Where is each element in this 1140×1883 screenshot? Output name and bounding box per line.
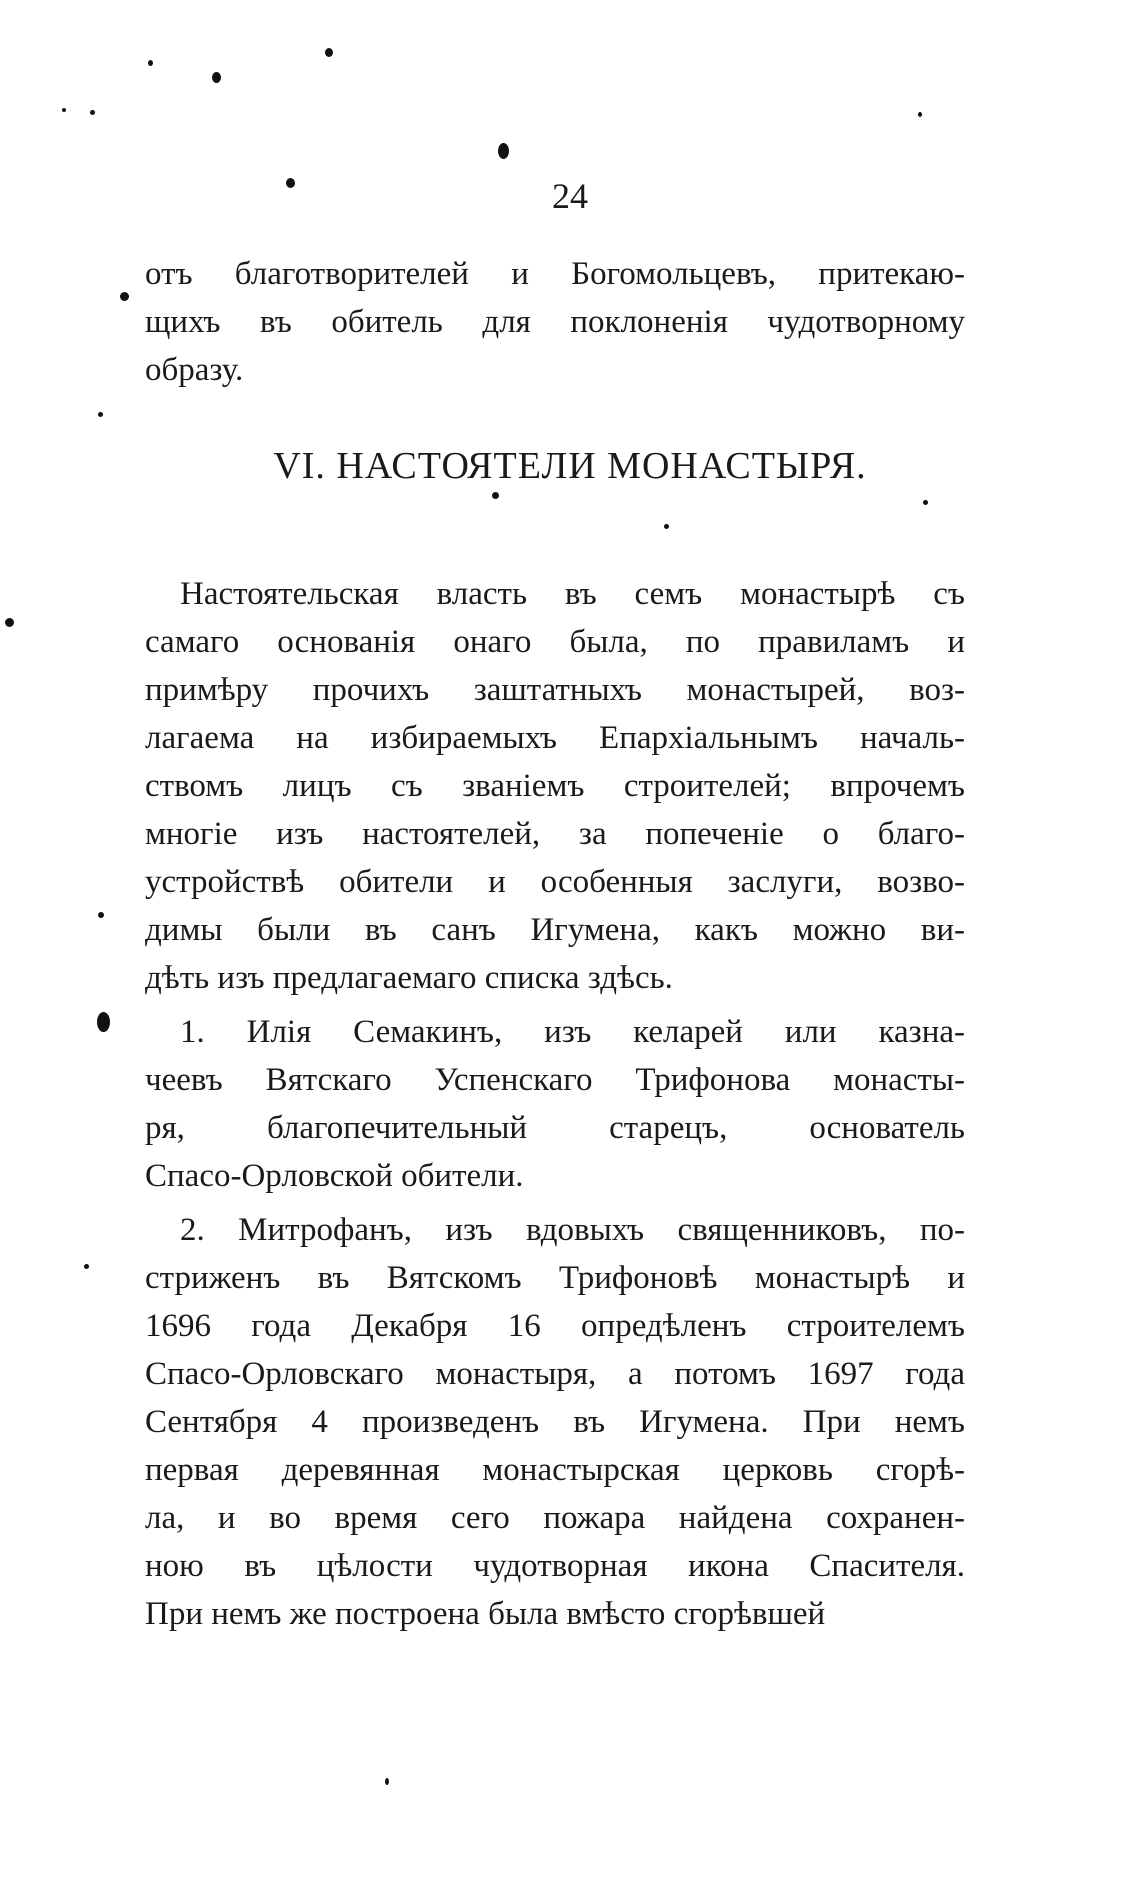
- p1-line-6: многіе изъ настоятелей, за попеченіе о благо-: [145, 816, 965, 852]
- dust-speck: [62, 108, 66, 112]
- dust-speck: [918, 112, 922, 117]
- p2-line-2: чеевъ Вятскаго Успенскаго Трифонова монасты-: [145, 1062, 965, 1098]
- p1-line-7: устройствѣ обители и особенныя заслуги, возво-: [145, 864, 965, 900]
- p3-line-2: стриженъ въ Вятскомъ Трифоновѣ монастырѣ и: [145, 1260, 965, 1296]
- page-number: 24: [552, 176, 588, 216]
- p3-line-8: ною въ цѣлости чудотворная икона Спасителя.: [145, 1548, 965, 1584]
- dust-speck: [5, 618, 14, 627]
- p3-line-9: При немъ же построена была вмѣсто сгорѣвшей: [145, 1596, 826, 1632]
- p1-line-2: самаго основанія онаго была, по правиламъ и: [145, 624, 965, 660]
- p3-line-6: первая деревянная монастырская церковь сгорѣ-: [145, 1452, 965, 1488]
- p3-line-3: 1696 года Декабря 16 опредѣленъ строителемъ: [145, 1308, 965, 1344]
- p1-line-1: Настоятельская власть въ семъ монастырѣ съ: [180, 576, 965, 612]
- p1-line-9: дѣть изъ предлагаемаго списка здѣсь.: [145, 960, 673, 996]
- intro-line-2: щихъ въ обитель для поклоненія чудотворному: [145, 304, 965, 340]
- dust-speck: [148, 60, 153, 66]
- dust-speck: [84, 1264, 89, 1269]
- p3-line-4: Спасо-Орловскаго монастыря, а потомъ 1697 года: [145, 1356, 965, 1392]
- dust-speck: [98, 912, 104, 918]
- dust-speck: [286, 178, 295, 188]
- p2-line-4: Спасо-Орловской обители.: [145, 1158, 524, 1194]
- dust-speck: [664, 524, 669, 529]
- dust-speck: [492, 492, 499, 499]
- dust-speck: [385, 1778, 389, 1785]
- dust-speck: [498, 143, 509, 159]
- intro-line-1: отъ благотворителей и Богомольцевъ, притекаю-: [145, 256, 965, 292]
- p3-line-5: Сентября 4 произведенъ въ Игумена. При немъ: [145, 1404, 965, 1440]
- p2-line-1: 1. Илія Семакинъ, изъ келарей или казна-: [180, 1014, 965, 1050]
- dust-speck: [97, 1012, 110, 1032]
- p3-line-1: 2. Митрофанъ, изъ вдовыхъ священниковъ, по-: [180, 1212, 965, 1248]
- dust-speck: [212, 72, 221, 83]
- dust-speck: [120, 292, 129, 301]
- p2-line-3: ря, благопечительный старецъ, основатель: [145, 1110, 965, 1146]
- p1-line-8: димы были въ санъ Игумена, какъ можно ви-: [145, 912, 965, 948]
- dust-speck: [325, 48, 333, 57]
- section-heading: VI. НАСТОЯТЕЛИ МОНАСТЫРЯ.: [273, 445, 867, 487]
- p1-line-5: ствомъ лицъ съ званіемъ строителей; впрочемъ: [145, 768, 965, 804]
- dust-speck: [98, 412, 103, 417]
- p1-line-4: лагаема на избираемыхъ Епархіальнымъ началь-: [145, 720, 965, 756]
- dust-speck: [90, 110, 95, 115]
- p1-line-3: примѣру прочихъ заштатныхъ монастырей, воз-: [145, 672, 965, 708]
- p3-line-7: ла, и во время сего пожара найдена сохранен-: [145, 1500, 965, 1536]
- dust-speck: [923, 500, 928, 505]
- intro-line-3: образу.: [145, 352, 244, 388]
